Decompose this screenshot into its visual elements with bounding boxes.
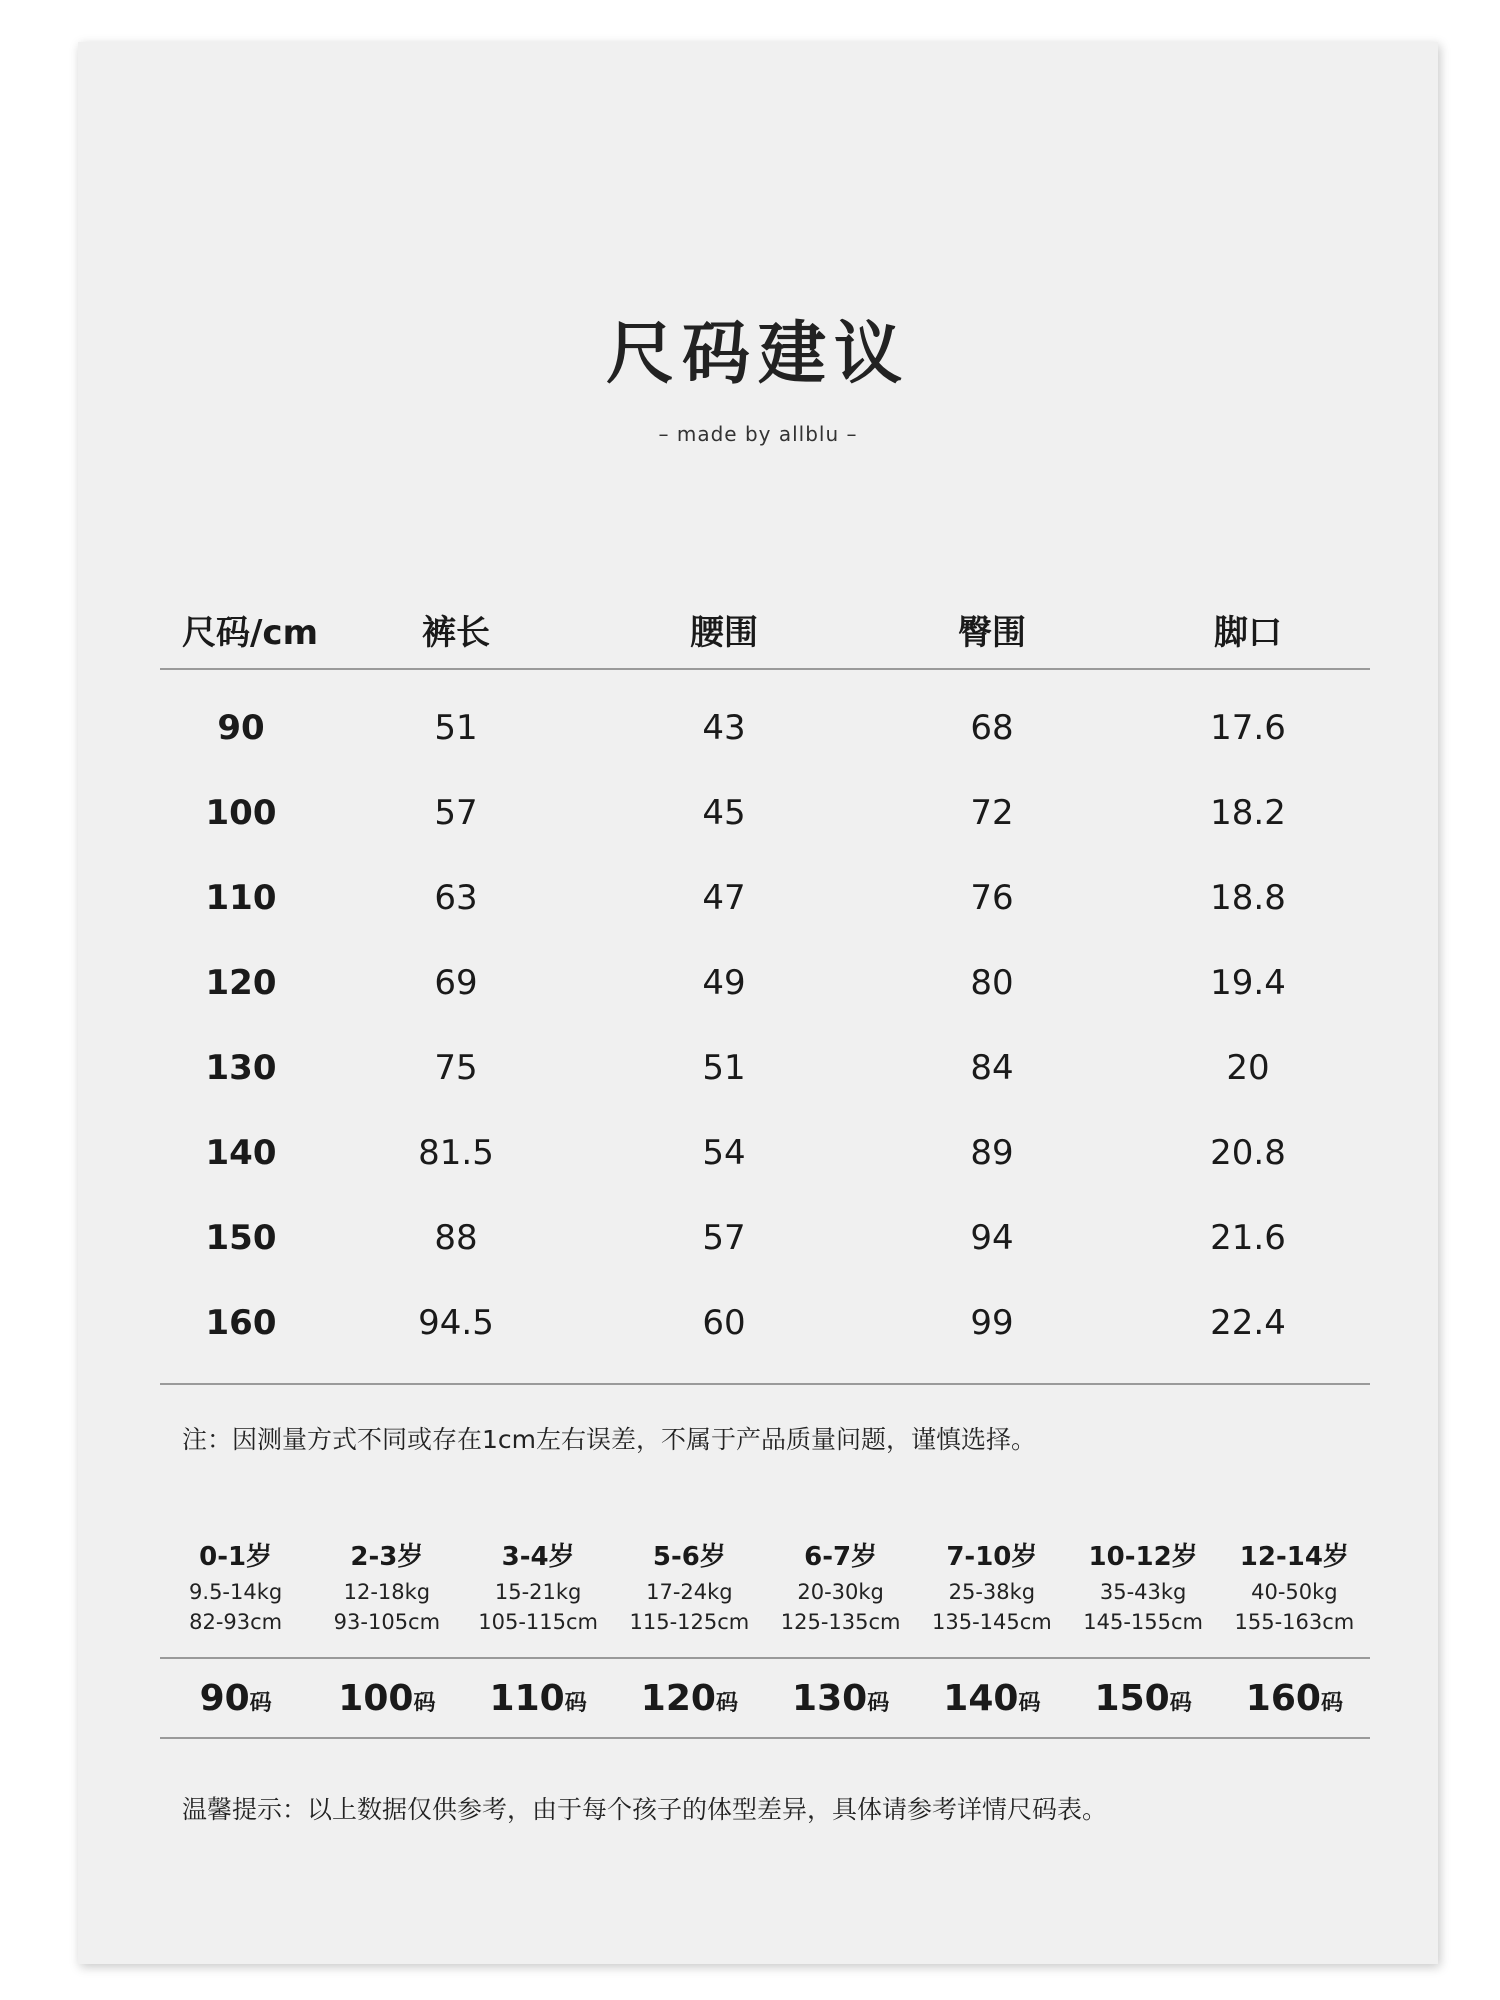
height-range: 145-155cm — [1083, 1610, 1203, 1634]
cell-waist: 43 — [702, 707, 746, 748]
age-table — [160, 1537, 1370, 1739]
age-column — [160, 1537, 311, 1637]
cell-waist: 60 — [702, 1302, 746, 1343]
header-length: 裤长 — [422, 612, 490, 653]
page-subtitle: – made by allblu – — [658, 422, 858, 446]
cell-size: 140 — [205, 1132, 277, 1173]
cell-waist: 45 — [702, 792, 746, 833]
age-label: 6-7岁 — [804, 1542, 878, 1572]
cell-hip: 89 — [970, 1132, 1014, 1173]
age-column — [916, 1537, 1067, 1637]
size-code-number: 120 — [640, 1677, 716, 1719]
size-code — [916, 1678, 1067, 1719]
size-table-body — [160, 670, 1370, 1385]
table-row — [160, 1195, 1370, 1280]
cell-size: 120 — [205, 962, 277, 1003]
cell-length: 63 — [434, 877, 478, 918]
age-label: 0-1岁 — [199, 1542, 273, 1572]
weight-range: 35-43kg — [1099, 1580, 1187, 1604]
age-label: 5-6岁 — [652, 1542, 726, 1572]
size-code-unit: 码 — [1018, 1690, 1041, 1716]
size-code — [160, 1678, 311, 1719]
cell-length: 69 — [434, 962, 478, 1003]
cell-hem: 18.8 — [1210, 877, 1286, 918]
height-range: 135-145cm — [932, 1610, 1052, 1634]
size-code-number: 150 — [1094, 1677, 1170, 1719]
cell-hip: 68 — [970, 707, 1014, 748]
age-label: 2-3岁 — [350, 1542, 424, 1572]
size-code-unit: 码 — [413, 1690, 436, 1716]
height-range: 93-105cm — [333, 1610, 441, 1634]
cell-length: 51 — [434, 707, 478, 748]
size-code-unit: 码 — [249, 1690, 272, 1716]
size-code-unit: 码 — [867, 1690, 890, 1716]
height-range: 125-135cm — [780, 1610, 901, 1634]
cell-length: 75 — [434, 1047, 478, 1088]
table-row — [160, 1110, 1370, 1195]
weight-range: 40-50kg — [1251, 1580, 1338, 1604]
size-code — [463, 1678, 614, 1719]
cell-size: 90 — [217, 707, 265, 748]
cell-size: 110 — [205, 877, 277, 918]
cell-hem: 22.4 — [1210, 1302, 1286, 1343]
age-info-row — [160, 1537, 1370, 1637]
size-chart-card — [78, 42, 1438, 1964]
table-row — [160, 685, 1370, 770]
cell-length: 57 — [434, 792, 478, 833]
size-code-unit: 码 — [1320, 1690, 1343, 1716]
size-code-number: 160 — [1245, 1677, 1321, 1719]
weight-range: 12-18kg — [343, 1580, 431, 1604]
size-code — [311, 1678, 462, 1719]
height-range: 115-125cm — [629, 1610, 750, 1634]
age-column — [1068, 1537, 1219, 1637]
header-hip: 臀围 — [958, 612, 1026, 653]
cell-length: 94.5 — [418, 1302, 494, 1343]
size-code-number: 110 — [489, 1677, 565, 1719]
weight-range: 15-21kg — [494, 1580, 582, 1604]
weight-range: 25-38kg — [948, 1580, 1036, 1604]
table-row — [160, 940, 1370, 1025]
height-range: 105-115cm — [478, 1610, 598, 1634]
cell-waist: 47 — [702, 877, 746, 918]
age-column — [463, 1537, 614, 1637]
age-column — [765, 1537, 916, 1637]
cell-hem: 20.8 — [1210, 1132, 1286, 1173]
cell-size: 160 — [205, 1302, 277, 1343]
size-code — [765, 1678, 916, 1719]
cell-waist: 51 — [702, 1047, 746, 1088]
cell-hip: 72 — [970, 792, 1014, 833]
weight-range: 20-30kg — [797, 1580, 884, 1604]
height-range: 82-93cm — [189, 1610, 283, 1634]
cell-hem: 19.4 — [1210, 962, 1286, 1003]
cell-hem: 17.6 — [1210, 707, 1286, 748]
cell-size: 130 — [205, 1047, 277, 1088]
cell-length: 81.5 — [418, 1132, 494, 1173]
cell-hip: 84 — [970, 1047, 1014, 1088]
cell-waist: 57 — [702, 1217, 746, 1258]
age-label: 7-10岁 — [946, 1542, 1038, 1572]
size-code — [1219, 1678, 1370, 1719]
cell-length: 88 — [434, 1217, 478, 1258]
size-code — [614, 1678, 765, 1719]
size-code-row — [160, 1659, 1370, 1739]
cell-hip: 80 — [970, 962, 1014, 1003]
age-label: 12-14岁 — [1239, 1542, 1349, 1572]
age-column — [311, 1537, 462, 1637]
cell-size: 100 — [205, 792, 277, 833]
cell-size: 150 — [205, 1217, 277, 1258]
cell-hem: 20 — [1226, 1047, 1270, 1088]
size-code-unit: 码 — [564, 1690, 587, 1716]
age-label: 10-12岁 — [1088, 1542, 1198, 1572]
cell-waist: 49 — [702, 962, 746, 1003]
cell-hem: 18.2 — [1210, 792, 1286, 833]
header-hem: 脚口 — [1214, 612, 1282, 653]
height-range: 155-163cm — [1234, 1610, 1355, 1634]
age-label: 3-4岁 — [501, 1542, 575, 1572]
age-column — [614, 1537, 765, 1637]
table-row — [160, 1280, 1370, 1365]
cell-hip: 76 — [970, 877, 1014, 918]
tip-note: 温馨提示：以上数据仅供参考，由于每个孩子的体型差异，具体请参考详情尺码表。 — [182, 1795, 1108, 1824]
size-code-number: 90 — [199, 1677, 250, 1719]
size-table — [160, 590, 1370, 1385]
cell-hip: 99 — [970, 1302, 1014, 1343]
weight-range: 9.5-14kg — [189, 1580, 283, 1604]
header-size: 尺码/cm — [182, 612, 318, 653]
table-row — [160, 1025, 1370, 1110]
size-code-unit: 码 — [715, 1690, 738, 1716]
size-code-unit: 码 — [1169, 1690, 1192, 1716]
size-code-number: 140 — [943, 1677, 1019, 1719]
size-code-number: 130 — [792, 1677, 868, 1719]
size-code — [1068, 1678, 1219, 1719]
measurement-note: 注：因测量方式不同或存在1cm左右误差，不属于产品质量问题，谨慎选择。 — [182, 1425, 1037, 1454]
header-waist: 腰围 — [690, 612, 758, 653]
cell-hip: 94 — [970, 1217, 1014, 1258]
weight-range: 17-24kg — [646, 1580, 733, 1604]
page-title: 尺码建议 — [605, 315, 910, 394]
table-row — [160, 770, 1370, 855]
table-row — [160, 855, 1370, 940]
cell-hem: 21.6 — [1210, 1217, 1286, 1258]
size-code-number: 100 — [338, 1677, 414, 1719]
size-table-header — [160, 590, 1370, 670]
age-column — [1219, 1537, 1370, 1637]
cell-waist: 54 — [702, 1132, 746, 1173]
